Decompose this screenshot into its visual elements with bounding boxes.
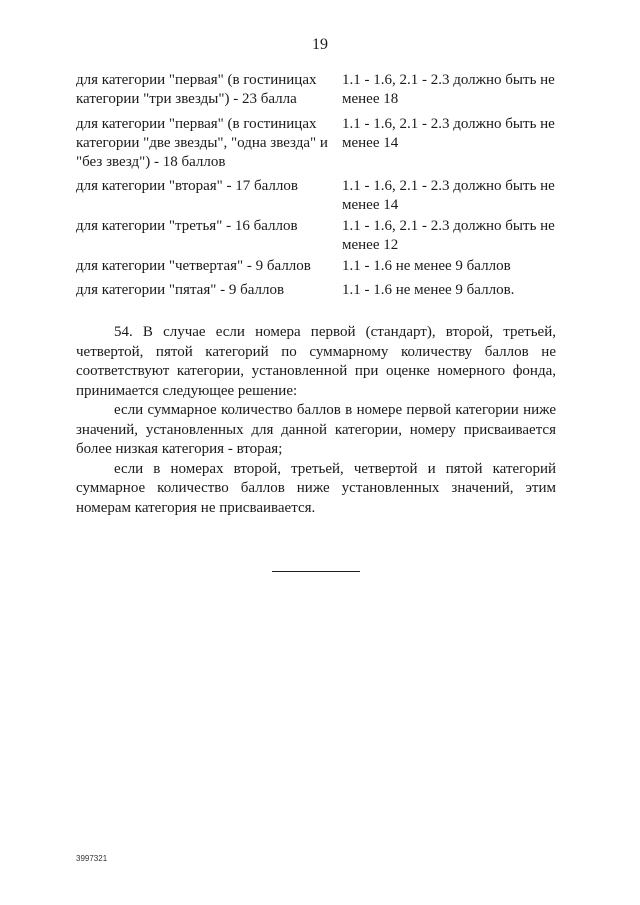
category-requirement: для категории "четвертая" - 9 баллов [76,258,311,274]
page-number: 19 [312,36,328,53]
clause-paragraph: если в номерах второй, третьей, четвертой и пятой категорий суммарное количество баллов ниже установленных значений, этим номерам категория не присваивается. [76,460,556,516]
criteria-row [76,177,566,217]
score-requirement: 1.1 - 1.6, 2.1 - 2.3 должно быть не менее 14 [342,116,555,151]
clause-paragraph: 54. В случае если номера первой (стандарт), второй, третьей, четвертой, пятой категорий по суммарному количеству баллов не соответствуют категории, установленной при оценке номерного фонда, принимается следующее решение: [76,324,556,399]
end-separator [272,571,360,572]
category-requirement: для категории "первая" (в гостиницах категории "три звезды") - 23 балла [76,72,317,107]
document-code: 3997321 [76,854,108,863]
score-requirement: 1.1 - 1.6 не менее 9 баллов. [342,282,515,298]
criteria-row [76,115,566,177]
score-requirement: 1.1 - 1.6, 2.1 - 2.3 должно быть не менее 14 [342,178,555,213]
score-requirement: 1.1 - 1.6 не менее 9 баллов [342,258,511,274]
category-requirement: для категории "вторая" - 17 баллов [76,178,298,194]
score-requirement: 1.1 - 1.6, 2.1 - 2.3 должно быть не менее 12 [342,218,555,253]
clause-54 [76,323,556,518]
category-requirement: для категории "третья" - 16 баллов [76,218,298,234]
category-requirement: для категории "первая" (в гостиницах категории "две звезды", "одна звезда" и "без звезд") - 18 баллов [76,116,328,170]
category-requirement: для категории "пятая" - 9 баллов [76,282,285,298]
criteria-row [76,217,566,257]
clause-paragraph: если суммарное количество баллов в номере первой категории ниже значений, установленных для данной категории, номеру присваивается более низкая категория - вторая; [76,402,556,457]
criteria-row [76,71,566,115]
criteria-row [76,281,566,305]
criteria-row [76,257,566,281]
criteria-table [76,71,566,305]
score-requirement: 1.1 - 1.6, 2.1 - 2.3 должно быть не менее 18 [342,72,555,107]
